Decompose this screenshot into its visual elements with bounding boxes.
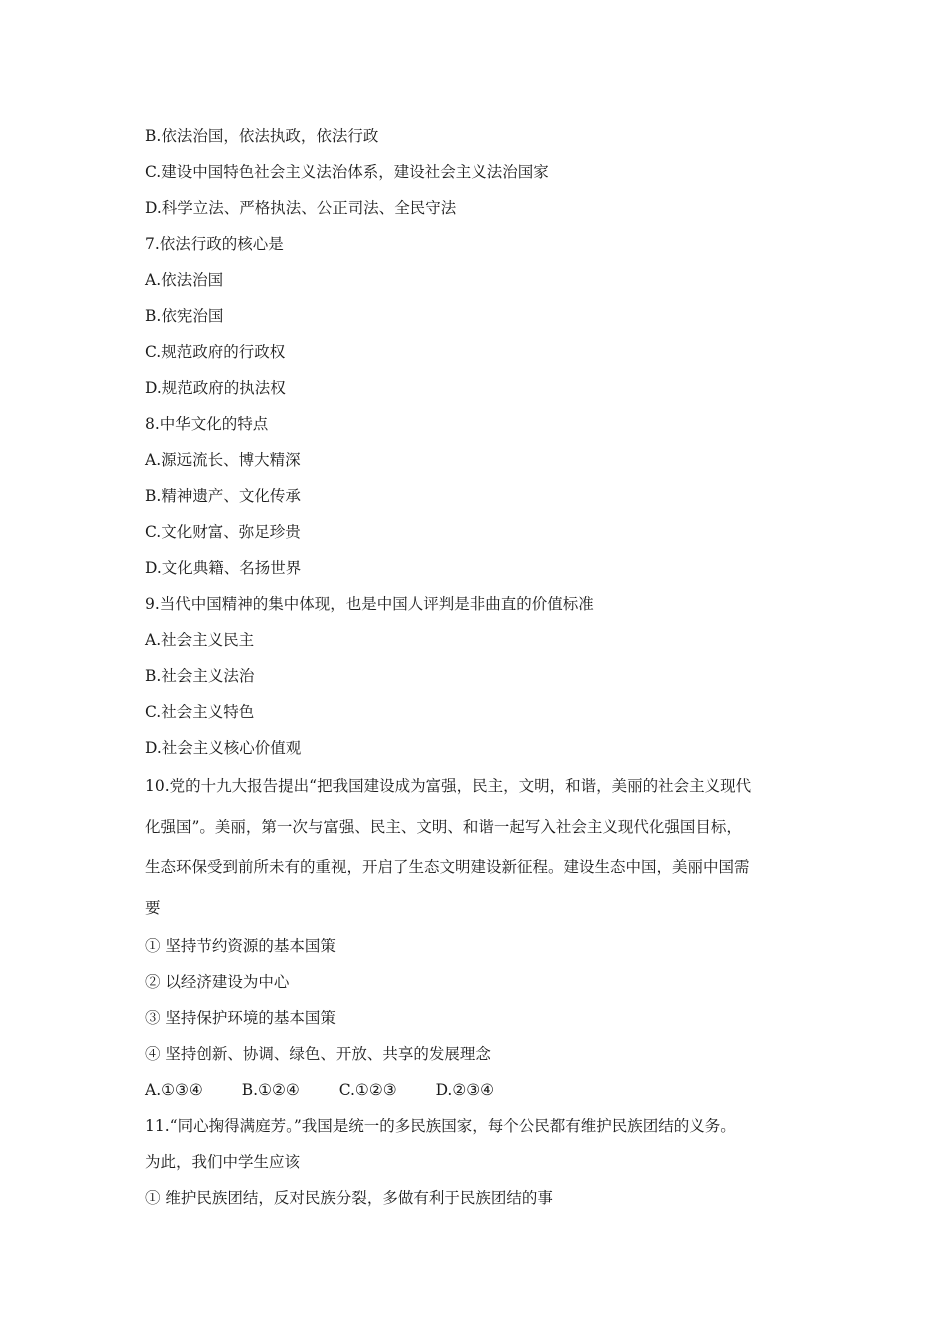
q10-item-3: ③ 坚持保护环境的基本国策: [145, 1009, 336, 1027]
q8-option-d: D.文化典籍、名扬世界: [145, 559, 302, 577]
q10-option-c: C.①②③: [338, 1081, 397, 1099]
q9-stem: 9.当代中国精神的集中体现，也是中国人评判是非曲直的价值标准: [145, 595, 594, 613]
q7-option-c: C.规范政府的行政权: [145, 343, 286, 361]
q6-option-c: C.建设中国特色社会主义法治体系，建设社会主义法治国家: [145, 163, 549, 181]
q7-option-d: D.规范政府的执法权: [145, 379, 286, 397]
q10-stem-line3: 生态环保受到前所未有的重视，开启了生态文明建设新征程。建设生态中国，美丽中国需: [145, 858, 750, 876]
q8-stem: 8.中华文化的特点: [145, 415, 269, 433]
q9-option-c: C.社会主义特色: [145, 703, 255, 721]
q10-stem: [145, 766, 825, 928]
q7-stem: 7.依法行政的核心是: [145, 235, 284, 253]
q10-stem-line2: 化强国”。美丽，第一次与富强、民主、文明、和谐一起写入社会主义现代化强国目标，: [145, 817, 742, 836]
q10-choices: [145, 1072, 825, 1108]
q11-stem-line2: 为此，我们中学生应该: [145, 1153, 301, 1171]
q8-option-b: B.精神遗产、文化传承: [145, 487, 301, 505]
q10-item-1: ① 坚持节约资源的基本国策: [145, 937, 336, 955]
q9-option-b: B.社会主义法治: [145, 667, 255, 685]
q8-option-a: A.源远流长、博大精深: [145, 451, 301, 469]
q10-item-4: ④ 坚持创新、协调、绿色、开放、共享的发展理念: [145, 1045, 491, 1063]
q8-option-c: C.文化财富、弥足珍贵: [145, 523, 301, 541]
q7-option-a: A.依法治国: [145, 271, 224, 289]
q11-stem-line1: 11.“同心掬得满庭芳。”我国是统一的多民族国家，每个公民都有维护民族团结的义务。: [145, 1117, 736, 1135]
q10-item-2: ② 以经济建设为中心: [145, 973, 290, 991]
q6-option-b: B.依法治国，依法执政，依法行政: [145, 127, 379, 145]
q10-option-a: A.①③④: [145, 1081, 203, 1099]
q7-option-b: B.依宪治国: [145, 307, 224, 325]
q10-stem-line1: 10.党的十九大报告提出“把我国建设成为富强，民主，文明，和谐，美丽的社会主义现代: [145, 777, 752, 795]
q10-option-d: D.②③④: [435, 1081, 495, 1099]
q10-option-b: B.①②④: [241, 1081, 300, 1099]
q9-option-d: D.社会主义核心价值观: [145, 739, 302, 757]
q6-option-d: D.科学立法、严格执法、公正司法、全民守法: [145, 199, 457, 217]
q11-item-1: ① 维护民族团结，反对民族分裂，多做有利于民族团结的事: [145, 1189, 553, 1207]
q9-option-a: A.社会主义民主: [145, 631, 255, 649]
document-page: [145, 118, 825, 1216]
q10-stem-line4: 要: [145, 898, 161, 917]
